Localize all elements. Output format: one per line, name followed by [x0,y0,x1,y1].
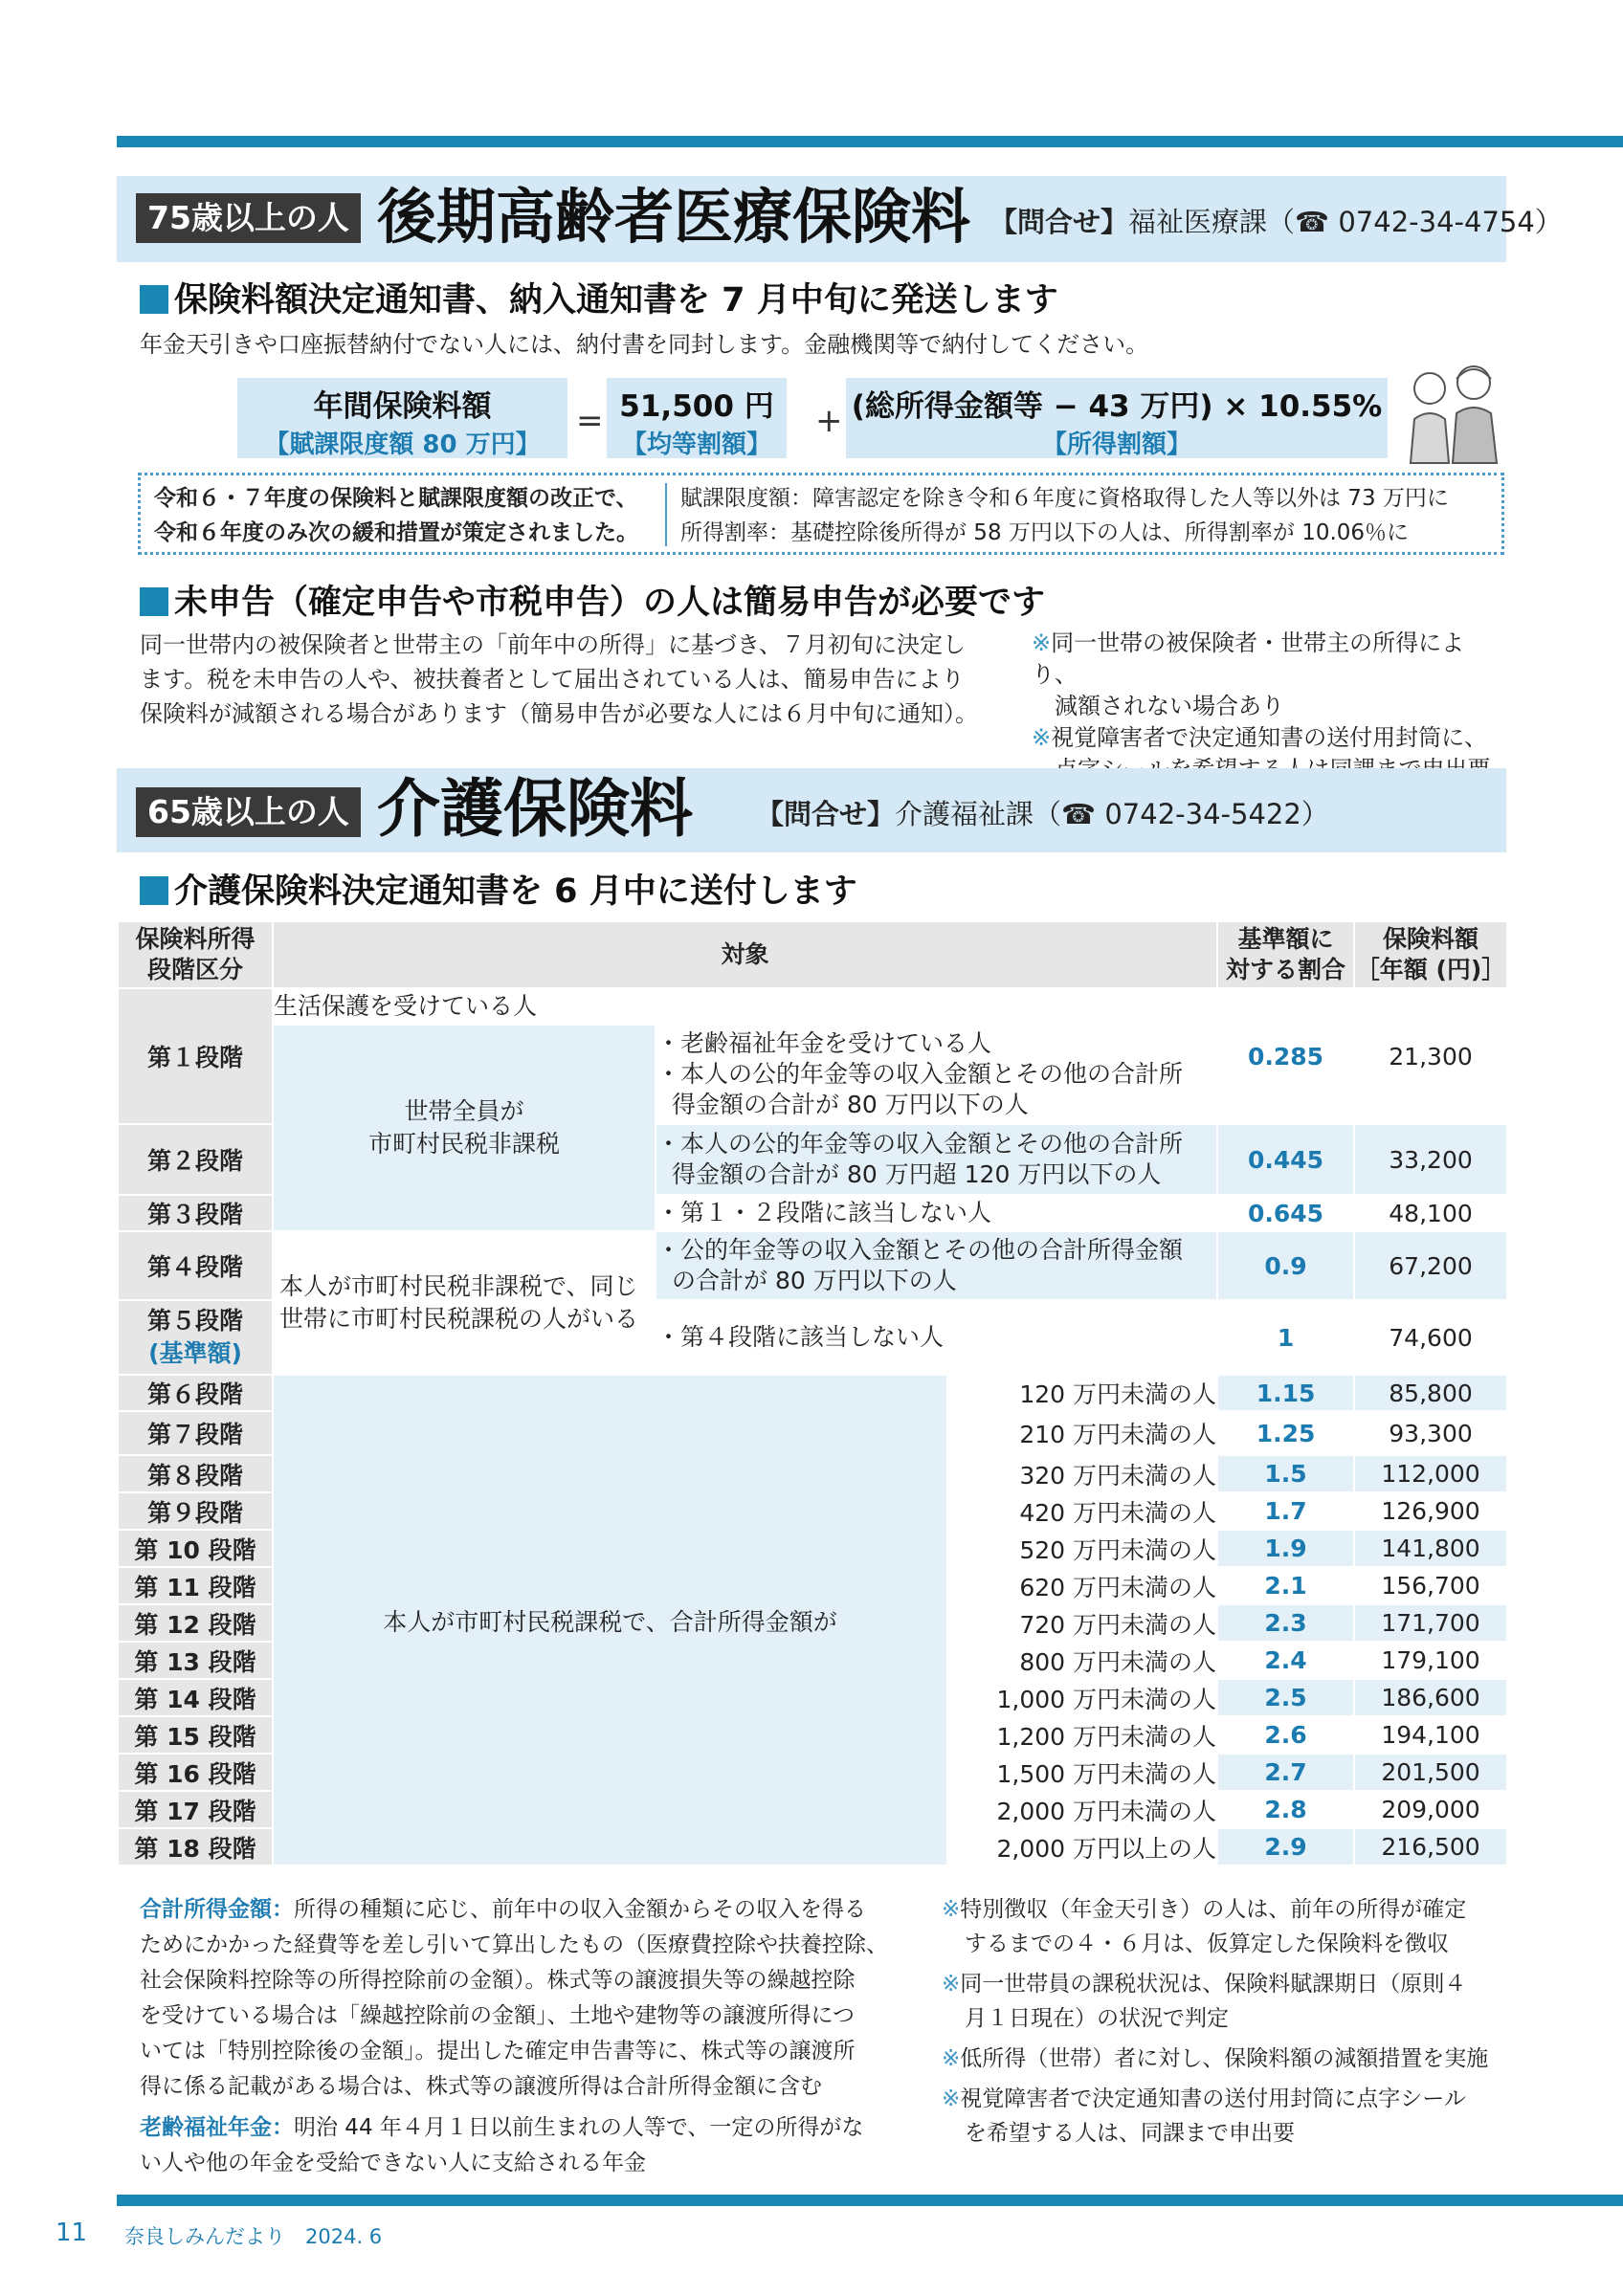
income-cell: 210 万円未満の人 [947,1411,1217,1455]
premium-table [117,920,1508,1866]
ratio-cell: 1.5 [1217,1455,1354,1492]
section1-header [117,176,1563,262]
section2-inquiry: 【問合せ】介護福祉課（☎ 0742-34-5422） [756,798,1329,830]
stage-cell: 第９段階 [118,1492,273,1530]
table-row [118,1375,1507,1411]
premium-cell: 171,700 [1354,1604,1507,1642]
premium-cell: 85,800 [1354,1375,1507,1411]
stage-cell: 第 12 段階 [118,1604,273,1642]
premium-cell: 201,500 [1354,1754,1507,1791]
stage-cell: 第 13 段階 [118,1642,273,1679]
premium-cell: 126,900 [1354,1492,1507,1530]
header-ratio: 基準額に 対する割合 [1217,921,1354,988]
stage-cell: 第２段階 [118,1124,273,1195]
premium-cell: 21,300 [1354,988,1507,1124]
section2-subhead: 介護保険料決定通知書を 6 月中に送付します [140,865,857,913]
stage-cell: 第 11 段階 [118,1567,273,1604]
stage-cell: 第１段階 [118,988,273,1124]
ratio-cell: 0.645 [1217,1195,1354,1231]
income-cell: 1,000 万円未満の人 [947,1679,1217,1716]
ratio-cell: 1.25 [1217,1411,1354,1455]
target-cell: ・公的年金等の収入金額とその他の合計所得金額 の合計が 80 万円以下の人 [656,1231,1217,1300]
ratio-cell: 2.9 [1217,1828,1354,1866]
stage-cell: 第 10 段階 [118,1530,273,1567]
stage-cell: 第 15 段階 [118,1716,273,1754]
age-badge: 65歳以上の人 [136,787,361,837]
ratio-cell: 2.1 [1217,1567,1354,1604]
table-row [118,988,1507,1025]
table-header-row [118,921,1507,988]
relief-details: 賦課限度額：障害認定を除き令和６年度に資格取得した人等以外は 73 万円に 所得割率：基礎控除後所得が 58 万円以下の人は、所得割率が 10.06％に [680,486,1449,545]
ratio-cell: 2.5 [1217,1679,1354,1716]
square-icon [140,876,168,905]
square-icon [140,587,168,616]
premium-cell: 48,100 [1354,1195,1507,1231]
ratio-cell: 2.8 [1217,1791,1354,1828]
self-nontax-cell: 本人が市町村民税非課税で、同じ 世帯に市町村民税課税の人がいる [273,1231,656,1375]
relief-intro: 令和６・７年度の保険料と賦課限度額の改正で、 令和６年度のみ次の緩和措置が策定されました。 [154,486,638,545]
relief-measures-box [138,473,1504,555]
income-cell: 1,500 万円未満の人 [947,1754,1217,1791]
premium-cell: 194,100 [1354,1716,1507,1754]
premium-cell: 33,200 [1354,1124,1507,1195]
elderly-couple-icon [1399,360,1506,465]
section1-title: 後期高齢者医療保険料 [377,182,971,252]
formula-income-rate: (総所得金額等 − 43 万円) × 10.55% 【所得割額】 [846,378,1388,458]
household-nontax-cell: 世帯全員が 市町村民税非課税 [273,1025,656,1231]
ratio-cell: 2.7 [1217,1754,1354,1791]
stage-cell: 第３段階 [118,1195,273,1231]
stage-cell: 第 16 段階 [118,1754,273,1791]
section2-title: 介護保険料 [377,772,693,846]
income-cell: 800 万円未満の人 [947,1642,1217,1679]
stage-cell: 第 18 段階 [118,1828,273,1866]
income-cell: 620 万円未満の人 [947,1567,1217,1604]
income-cell: 420 万円未満の人 [947,1492,1217,1530]
formula-annual-premium: 年間保険料額 【賦課限度額 80 万円】 [237,378,567,458]
stage-cell: 第７段階 [118,1411,273,1455]
bottom-rule [117,2195,1623,2206]
premium-cell: 112,000 [1354,1455,1507,1492]
stage-cell: 第５段階 (基準額) [118,1300,273,1375]
notice-divider [665,483,667,546]
ratio-cell: 1.7 [1217,1492,1354,1530]
ratio-cell: 2.6 [1217,1716,1354,1754]
ratio-cell: 1.15 [1217,1375,1354,1411]
target-cell: ・本人の公的年金等の収入金額とその他の合計所 得金額の合計が 80 万円超 120 万円以下の人 [656,1124,1217,1195]
premium-cell: 67,200 [1354,1231,1507,1300]
top-rule [117,136,1623,147]
premium-cell: 179,100 [1354,1642,1507,1679]
definitions-left: 合計所得金額：所得の種類に応じ、前年中の収入金額からその収入を得る ためにかかった経費等を差し引いて算出したもの（医療費控除や扶養控除、 社会保険料控除等の所得控除前の金額）。株式等の譲渡損失等の繰越控除 を受けている場合は「繰越控除前の金額」、土地や建物等の譲渡所得につ いては「特別控除後の金額」。提出した確定申告書等に、株式等の譲渡所 得に係る記載がある場合は、株式等の譲渡所得は合計所得金額に含む 老齢福祉年金：明治 44 年４月１日以前生まれの人等で、一定の所得がな い人や他の年金を受給できない人に支給される年金 [140,1897,888,2175]
section1-inquiry: 【問合せ】福祉医療課（☎ 0742-34-4754） [989,206,1563,238]
premium-cell: 209,000 [1354,1791,1507,1828]
table-row [118,1231,1507,1300]
header-premium: 保険料額 ［年額 (円)］ [1354,921,1507,988]
definitions-notes: ※特別徴収（年金天引き）の人は、前年の所得が確定 するまでの４・６月は、仮算定した保険料を徴収 ※同一世帯員の課税状況は、保険料賦課期日（原則４ 月１日現在）の状況で判定 ※低所得（世帯）者に対し、保険料額の減額措置を実施 ※視覚障害者で決定通知書の送付用封筒に点字シール を希望する人は、同課まで申出要 [942,1897,1489,2146]
section1-subhead1: 保険料額決定通知書、納入通知書を 7 月中旬に発送します [140,274,1058,321]
formula-flat-rate: 51,500 円 【均等割額】 [607,378,787,458]
income-cell: 520 万円未満の人 [947,1530,1217,1567]
equals-sign: = [576,402,604,440]
premium-cell: 156,700 [1354,1567,1507,1604]
header-stage: 保険料所得 段階区分 [118,921,273,988]
age-badge: 75歳以上の人 [136,193,361,243]
header-target: 対象 [273,921,1217,988]
welfare-cell: 生活保護を受けている人 [273,988,1217,1025]
premium-cell: 216,500 [1354,1828,1507,1866]
section1-notes: ※同一世帯の被保険者・世帯主の所得により、 減額されない場合あり ※視覚障害者で決定通知書の送付用封筒に、 [1032,629,1488,751]
ratio-cell: 0.285 [1217,988,1354,1124]
stage-cell: 第６段階 [118,1375,273,1411]
premium-cell: 141,800 [1354,1530,1507,1567]
self-tax-cell: 本人が市町村民税課税で、合計所得金額が [273,1375,947,1866]
plus-sign: + [815,402,843,440]
ratio-cell: 2.3 [1217,1604,1354,1642]
section1-text1: 年金天引きや口座振替納付でない人には、納付書を同封します。金融機関等で納付してください。 [140,331,1149,358]
income-cell: 320 万円未満の人 [947,1455,1217,1492]
publication-name: 奈良しみんだより 2024. 6 [124,2225,383,2248]
stage-cell: 第 17 段階 [118,1791,273,1828]
premium-cell: 74,600 [1354,1300,1507,1375]
stage-cell: 第８段階 [118,1455,273,1492]
premium-cell: 186,600 [1354,1679,1507,1716]
target-cell: ・第１・２段階に該当しない人 [656,1195,1217,1231]
income-cell: 2,000 万円以上の人 [947,1828,1217,1866]
income-cell: 2,000 万円未満の人 [947,1791,1217,1828]
income-cell: 1,200 万円未満の人 [947,1716,1217,1754]
section2-header [117,768,1506,852]
square-icon [140,285,168,314]
target-cell: ・第４段階に該当しない人 [656,1300,1217,1375]
target-cell: ・老齢福祉年金を受けている人 ・本人の公的年金等の収入金額とその他の合計所 得金額の合計が 80 万円以下の人 [656,1025,1217,1124]
ratio-cell: 0.445 [1217,1124,1354,1195]
stage-cell: 第４段階 [118,1231,273,1300]
ratio-cell: 1.9 [1217,1530,1354,1567]
page-number: 11 [56,2219,88,2247]
premium-cell: 93,300 [1354,1411,1507,1455]
section1-subhead2: 未申告（確定申告や市税申告）の人は簡易申告が必要です [140,576,1045,624]
stage-cell: 第 14 段階 [118,1679,273,1716]
income-cell: 720 万円未満の人 [947,1604,1217,1642]
income-cell: 120 万円未満の人 [947,1375,1217,1411]
section1-text2: 同一世帯内の被保険者と世帯主の「前年中の所得」に基づき、７月初旬に決定し ます。税を未申告の人や、被扶養者として届出されている人は、簡易申告により 保険料が減額される場合があります（簡易申告が必要な人には６月中旬に通知）。 [140,631,978,727]
ratio-cell: 2.4 [1217,1642,1354,1679]
ratio-cell: 0.9 [1217,1231,1354,1300]
ratio-cell: 1 [1217,1300,1354,1375]
